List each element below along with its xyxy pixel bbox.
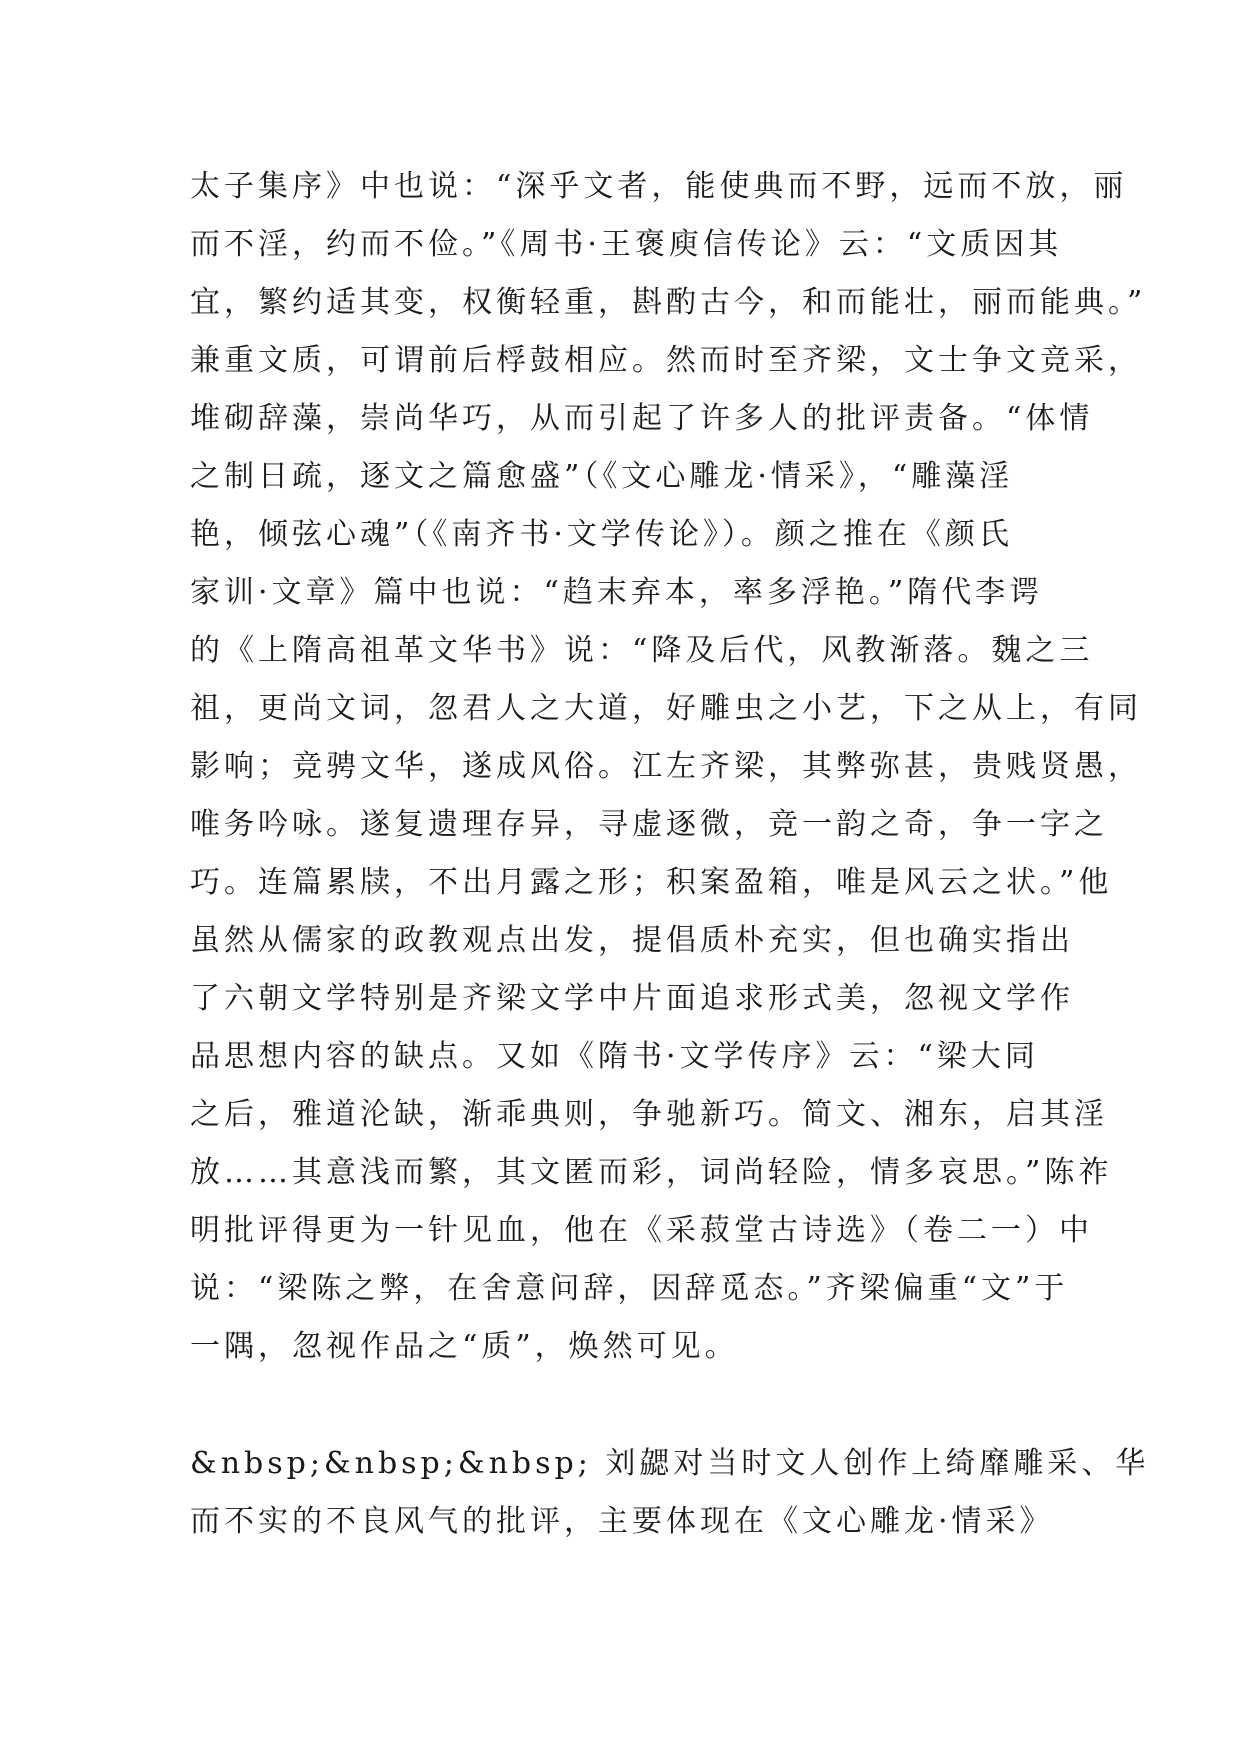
- text-line: 品思想内容的缺点。又如《隋书·文学传序》云：“梁大同: [190, 1039, 1039, 1074]
- text-line: 而不淫，约而不俭。”《周书·王褒庾信传论》云：“文质因其: [190, 227, 1063, 262]
- paragraph-1: [190, 158, 1147, 1376]
- text-line: 堆砌辞藻，崇尚华巧，从而引起了许多人的批评责备。“体情: [190, 401, 1094, 436]
- text-line: 兼重文质，可谓前后桴鼓相应。然而时至齐梁，文士争文竞采，: [190, 343, 1142, 378]
- paragraph-2: [190, 1435, 1150, 1551]
- text-line: 而不实的不良风气的批评，主要体现在《文心雕龙·情采》: [190, 1504, 1054, 1539]
- text-line: 巧。连篇累牍，不出月露之形；积案盈箱，唯是风云之状。”他: [190, 865, 1113, 900]
- text-line: 影响；竞骋文华，遂成风俗。江左齐梁，其弊弥甚，贵贱贤愚，: [190, 749, 1142, 784]
- text-line: 之后，雅道沦缺，渐乖典则，争驰新巧。简文、湘东，启其淫: [190, 1097, 1108, 1132]
- text-line: 了六朝文学特别是齐梁文学中片面追求形式美，忽视文学作: [190, 981, 1074, 1016]
- text-line: 太子集序》中也说：“深乎文者，能使典而不野，远而不放，丽: [190, 169, 1128, 204]
- text-line: 艳，倾弦心魂”（《南齐书·文学传论》）。颜之推在《颜氏: [190, 517, 1013, 552]
- text-line: 祖，更尚文词，忽君人之大道，好雕虫之小艺，下之从上，有同: [190, 691, 1142, 726]
- text-line: 一隅，忽视作品之“质”，焕然可见。: [190, 1329, 739, 1364]
- text-line: 宜，繁约适其变，权衡轻重，斟酌古今，和而能壮，丽而能典。”: [190, 285, 1147, 320]
- text-line: 说：“梁陈之弊，在舍意问辞，因辞觅态。”齐梁偏重“文”于: [190, 1271, 1069, 1306]
- text-line: 唯务吟咏。遂复遗理存异，寻虚逐微，竞一韵之奇，争一字之: [190, 807, 1108, 842]
- text-line: 虽然从儒家的政教观点出发，提倡质朴充实，但也确实指出: [190, 923, 1074, 958]
- text-line: 之制日疏，逐文之篇愈盛”（《文心雕龙·情采》，“雕藻淫: [190, 459, 1014, 494]
- text-line: 放……其意浅而繁，其文匿而彩，词尚轻险，情多哀思。”陈祚: [190, 1155, 1113, 1190]
- text-line: &nbsp;&nbsp;&nbsp; 刘勰对当时文人创作上绮靡雕采、华: [190, 1446, 1150, 1481]
- text-line: 的《上隋高祖革文华书》说：“降及后代，风教渐落。魏之三: [190, 633, 1094, 668]
- text-line: 家训·文章》篇中也说：“趋末弃本，率多浮艳。”隋代李谔: [190, 575, 1044, 610]
- text-line: 明批评得更为一针见血，他在《采菽堂古诗选》（卷二一）中: [190, 1213, 1093, 1248]
